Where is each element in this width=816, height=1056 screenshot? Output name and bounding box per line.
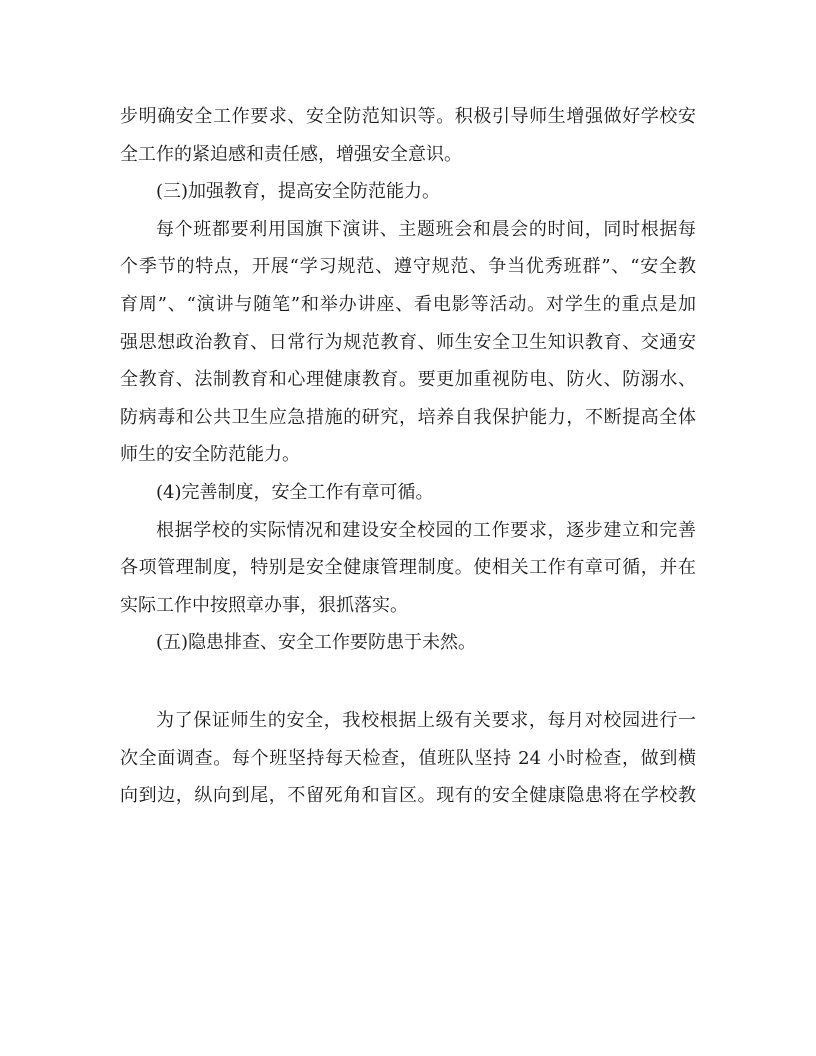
- text-line: 为了保证师生的安全，我校根据上级有关要求，每月对校园进行一: [156, 709, 696, 731]
- section-heading-3: (三)加强教育，提高安全防范能力。: [156, 181, 441, 203]
- paragraph-rules: [120, 512, 696, 625]
- text-line: 强思想政治教育、日常行为规范教育、师生安全卫生知识教育、交通安: [120, 331, 696, 353]
- text-line: 步明确安全工作要求、安全防范知识等。积极引导师生增强做好学校安: [120, 106, 696, 127]
- text-line: 师生的安全防范能力。: [120, 444, 300, 466]
- text-line: 全教育、法制教育和心理健康教育。要更加重视防电、防火、防溺水、: [120, 369, 696, 391]
- document-page: [120, 98, 696, 815]
- text-line: 根据学校的实际情况和建设安全校园的工作要求，逐步建立和完善: [156, 519, 696, 541]
- text-line: 防病毒和公共卫生应急措施的研究，培养自我保护能力，不断提高全体: [120, 406, 696, 428]
- text-line: 个季节的特点，开展“学习规范、遵守规范、争当优秀班群”、“安全教: [120, 256, 696, 278]
- paragraph-continued: [120, 98, 696, 173]
- section-heading-4: (4)完善制度，安全工作有章可循。: [156, 481, 434, 503]
- text-line: 育周”、“演讲与随笔”和举办讲座、看电影等活动。对学生的重点是加: [120, 293, 696, 315]
- text-line: 每个班都要利用国旗下演讲、主题班会和晨会的时间，同时根据每: [156, 218, 696, 240]
- text-line: 次全面调查。每个班坚持每天检查，值班队坚持 24 小时检查，做到横: [120, 747, 696, 769]
- text-line: 各项管理制度，特别是安全健康管理制度。使相关工作有章可循，并在: [120, 557, 696, 579]
- section-heading-5: (五)隐患排查、安全工作要防患于未然。: [156, 632, 477, 654]
- text-line: 实际工作中按照章办事，狠抓落实。: [120, 594, 408, 616]
- paragraph-education: [120, 211, 696, 474]
- text-line: 向到边，纵向到尾，不留死角和盲区。现有的安全健康隐患将在学校教: [120, 785, 696, 807]
- blank-space: [120, 662, 696, 702]
- text-line: 全工作的紧迫感和责任感，增强安全意识。: [120, 143, 462, 165]
- paragraph-inspection: [120, 702, 696, 815]
